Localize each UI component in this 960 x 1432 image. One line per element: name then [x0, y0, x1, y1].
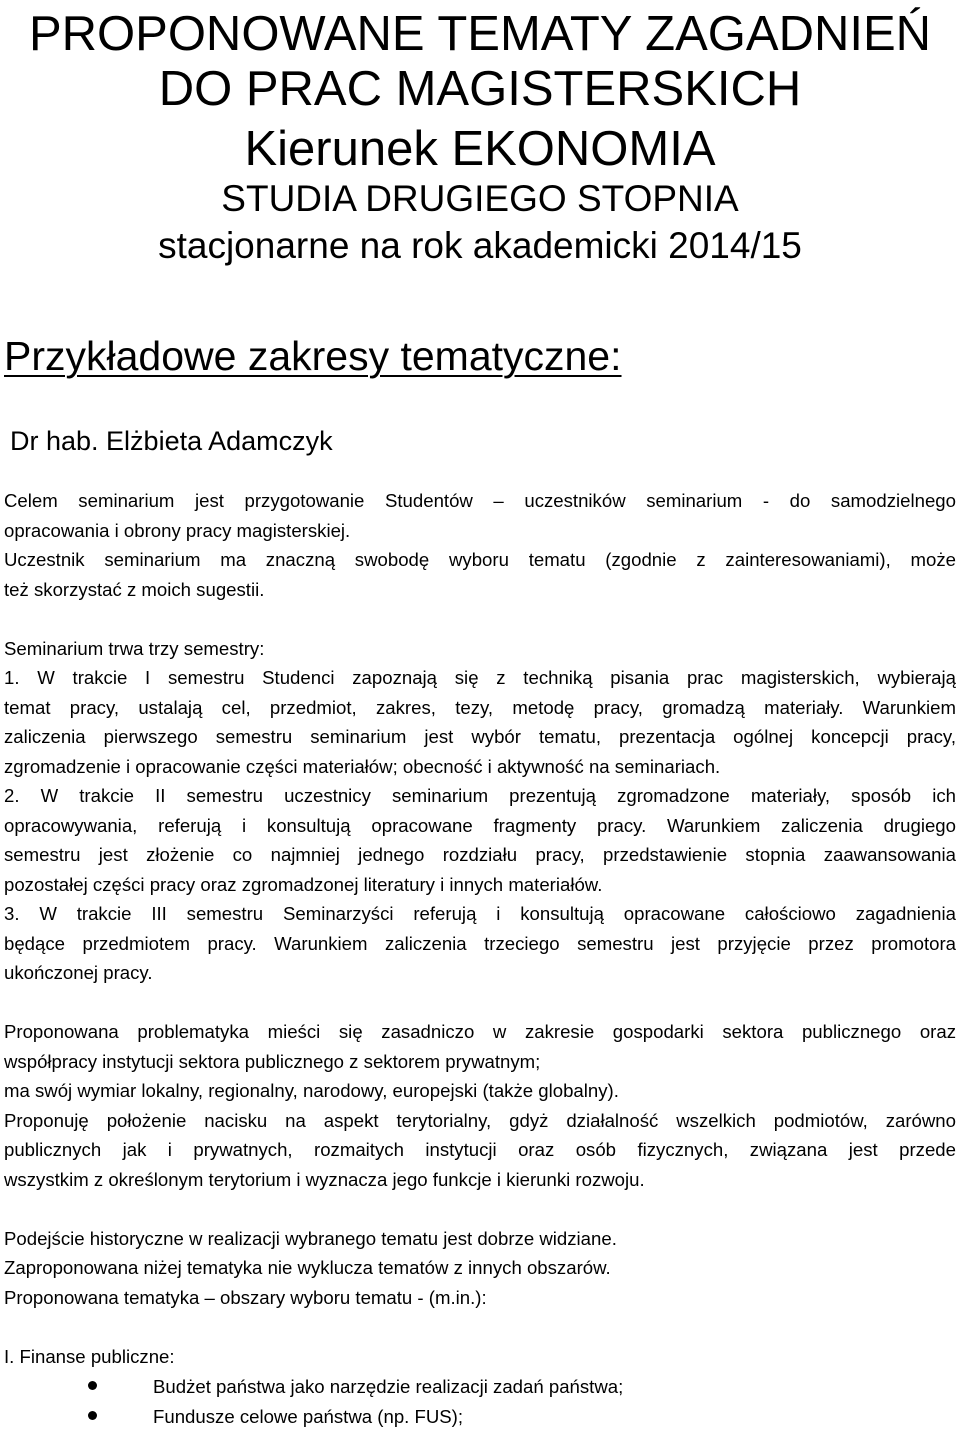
body-line: 2. W trakcie II semestru uczestnicy seminarium prezentują zgromadzone materiały, sposób ich — [4, 785, 956, 806]
body-line: 3. W trakcie III semestru Seminarzyści referują i konsultują opracowane całościowo zagadnienia — [4, 903, 956, 924]
body-line: Seminarium trwa trzy semestry: — [4, 637, 265, 659]
body-line: 1. W trakcie I semestru Studenci zapoznają się z techniką pisania prac magisterskich, wybierają — [4, 667, 956, 688]
author-name: Dr hab. Elżbieta Adamczyk — [10, 426, 333, 456]
body-line: temat pracy, ustalają cel, przedmiot, zakres, tezy, metodę pracy, gromadzą materiały. Warunkiem — [4, 696, 956, 718]
subtitle-line-1: STUDIA DRUGIEGO STOPNIA — [221, 178, 739, 219]
body-line: ma swój wymiar lokalny, regionalny, narodowy, europejski (także globalny). — [4, 1080, 619, 1101]
body-line: Podejście historyczne w realizacji wybranego tematu jest dobrze widziane. — [4, 1227, 617, 1249]
title-line-1: PROPONOWANE TEMATY ZAGADNIEŃ — [28, 7, 932, 61]
section-heading: Przykładowe zakresy tematyczne: — [4, 333, 622, 379]
body-line: ukończonej pracy. — [4, 962, 153, 983]
blank-line — [4, 1312, 956, 1342]
body-line: zgromadzenie i opracowanie części materiałów; obecność i aktywność na seminariach. — [4, 755, 721, 777]
body-line: pozostałej części pracy oraz zgromadzonej literatury i innych materiałów. — [4, 873, 603, 895]
blank-line — [4, 1194, 956, 1224]
title-line-2: DO PRAC MAGISTERSKICH — [158, 62, 802, 116]
blank-line — [4, 988, 956, 1018]
body-line: zaliczenia pierwszego semestru seminarium jest wybór tematu, prezentacja ogólnej koncepcji pracy, — [4, 726, 956, 747]
body-line: będące przedmiotem pracy. Warunkiem zaliczenia trzeciego semestru jest przyjęcie przez promotora — [4, 932, 956, 954]
blank-line — [4, 604, 956, 634]
body-line: Uczestnik seminarium ma znaczną swobodę wyboru tematu (zgodnie z zainteresowaniami), może — [4, 549, 956, 570]
list-item-text: Budżet państwa jako narzędzie realizacji zadań państwa; — [153, 1376, 624, 1397]
subtitle-line-2: stacjonarne na rok akademicki 2014/15 — [158, 225, 802, 266]
list-item-text: Fundusze celowe państwa (np. FUS); — [153, 1406, 464, 1427]
bullet-list — [0, 1372, 960, 1432]
body-line: semestru jest złożenie co najmniej jednego rozdziału pracy, przedstawienie stopnia zaawansowania — [4, 844, 956, 865]
list-item — [0, 1372, 960, 1402]
body-line: Proponowana tematyka – obszary wyboru tematu - (m.in.): — [4, 1286, 487, 1308]
body-line: wszystkim z określonym terytorium i wyznacza jego funkcje i kierunki rozwoju. — [4, 1168, 645, 1190]
bullet-icon — [88, 1381, 97, 1390]
body-line: też skorzystać z moich sugestii. — [4, 578, 265, 600]
body-line: Zaproponowana niżej tematyka nie wyklucza tematów z innych obszarów. — [4, 1257, 611, 1278]
body-line: publicznych jak i prywatnych, rozmaitych instytucji oraz osób fizycznych, związana jest przede — [4, 1139, 956, 1160]
body-line: Celem seminarium jest przygotowanie Studentów – uczestników seminarium - do samodzielnego — [4, 490, 956, 511]
body-text — [4, 486, 956, 1371]
body-line: Proponuję położenie nacisku na aspekt terytorialny, gdyż działalność wszelkich podmiotów, zarówno — [4, 1109, 956, 1131]
subsection-heading: I. Finanse publiczne: — [4, 1345, 175, 1367]
body-line: opracowania i obrony pracy magisterskiej. — [4, 519, 351, 541]
bullet-icon — [88, 1411, 97, 1420]
body-line: współpracy instytucji sektora publicznego z sektorem prywatnym; — [4, 1050, 541, 1072]
body-line: opracowywania, referują i konsultują opracowane fragmenty pracy. Warunkiem zaliczenia drugiego — [4, 814, 956, 836]
title-line-3: Kierunek EKONOMIA — [244, 122, 716, 176]
body-line: Proponowana problematyka mieści się zasadniczo w zakresie gospodarki sektora publicznego oraz — [4, 1021, 956, 1042]
